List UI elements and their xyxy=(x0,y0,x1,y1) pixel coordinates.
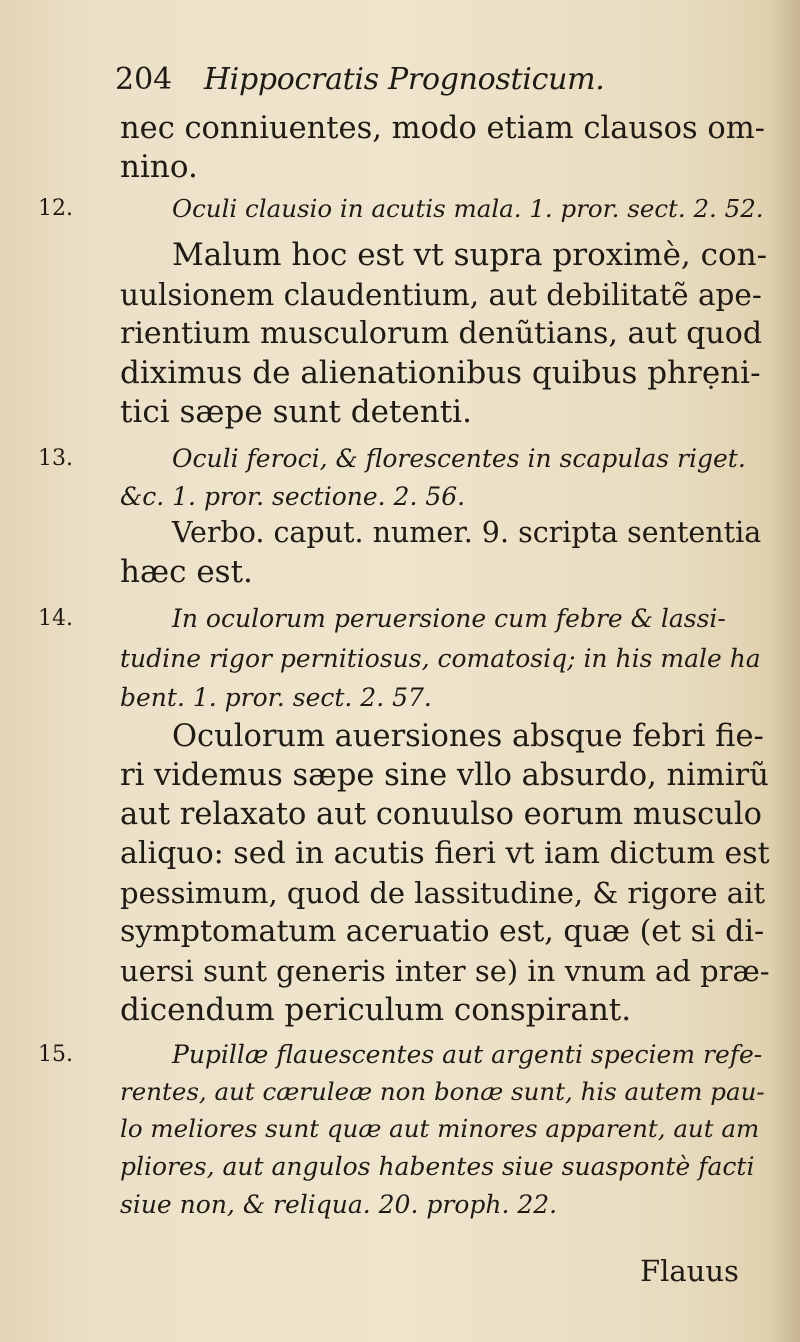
text-line: uersi sunt generis inter se) in vnum ad præ- xyxy=(120,954,770,988)
text-line: dicendum periculum conspirant. xyxy=(120,992,632,1028)
text-line: ri videmus sæpe sine vllo absurdo, nimirũ xyxy=(120,758,769,793)
text-line: uulsionem claudentium, aut debilitatẽ ape- xyxy=(120,278,762,312)
text-line: In oculorum peruersione cum febre & lassi- xyxy=(172,604,726,633)
text-line: Oculorum auersiones absque febri fie- xyxy=(172,719,764,754)
margin-number: 14. xyxy=(38,606,73,631)
text-line: bent. 1. pror. sect. 2. 57. xyxy=(120,683,432,712)
running-header xyxy=(115,62,675,98)
margin-number: 12. xyxy=(38,196,73,221)
text-line: Malum hoc est vt supra proximè, con- xyxy=(172,237,768,273)
text-line: rientium musculorum denũtians, aut quod xyxy=(120,316,763,351)
running-title: Hippocratis Prognosticum. xyxy=(203,62,605,97)
text-line: Oculi feroci, & florescentes in scapulas riget. xyxy=(172,444,746,473)
margin-number: 15. xyxy=(38,1042,73,1067)
text-line: aliquo: sed in acutis fieri vt iam dictum est xyxy=(120,836,770,871)
text-line: Verbo. caput. numer. 9. scripta sententia xyxy=(172,516,762,549)
margin-number: 13. xyxy=(38,446,73,471)
text-line: aut relaxato aut conuulso eorum musculo xyxy=(120,797,762,832)
text-line: tudine rigor pernitiosus, comatosiq; in his male ha xyxy=(120,644,761,673)
page-number: 204 xyxy=(115,62,173,97)
text-line: diximus de alienationibus quibus phrẹni- xyxy=(120,355,761,391)
text-line: &c. 1. pror. sectione. 2. 56. xyxy=(120,482,466,511)
text-line: symptomatum aceruatio est, quæ (et si di- xyxy=(120,914,765,949)
text-line: nec conniuentes, modo etiam clausos om- xyxy=(120,111,765,146)
text-line: hæc est. xyxy=(120,554,253,590)
text-line: nino. xyxy=(120,149,198,185)
text-line: Pupillæ flauescentes aut argenti speciem refe- xyxy=(172,1040,763,1069)
text-line: rentes, aut cæruleæ non bonæ sunt, his autem pau- xyxy=(120,1077,765,1106)
text-line: lo meliores sunt quæ aut minores apparent, aut am xyxy=(120,1114,760,1143)
text-line: tici sæpe sunt detenti. xyxy=(120,394,472,430)
text-line: siue non, & reliqua. 20. proph. 22. xyxy=(120,1190,558,1219)
text-line: pessimum, quod de lassitudine, & rigore ait xyxy=(120,876,766,910)
catchword: Flauus xyxy=(640,1254,739,1288)
page-edge-shadow xyxy=(770,0,800,1342)
text-line: pliores, aut angulos habentes siue suaspontè facti xyxy=(120,1152,755,1181)
text-line: Oculi clausio in acutis mala. 1. pror. sect. 2. 52. xyxy=(172,194,764,223)
